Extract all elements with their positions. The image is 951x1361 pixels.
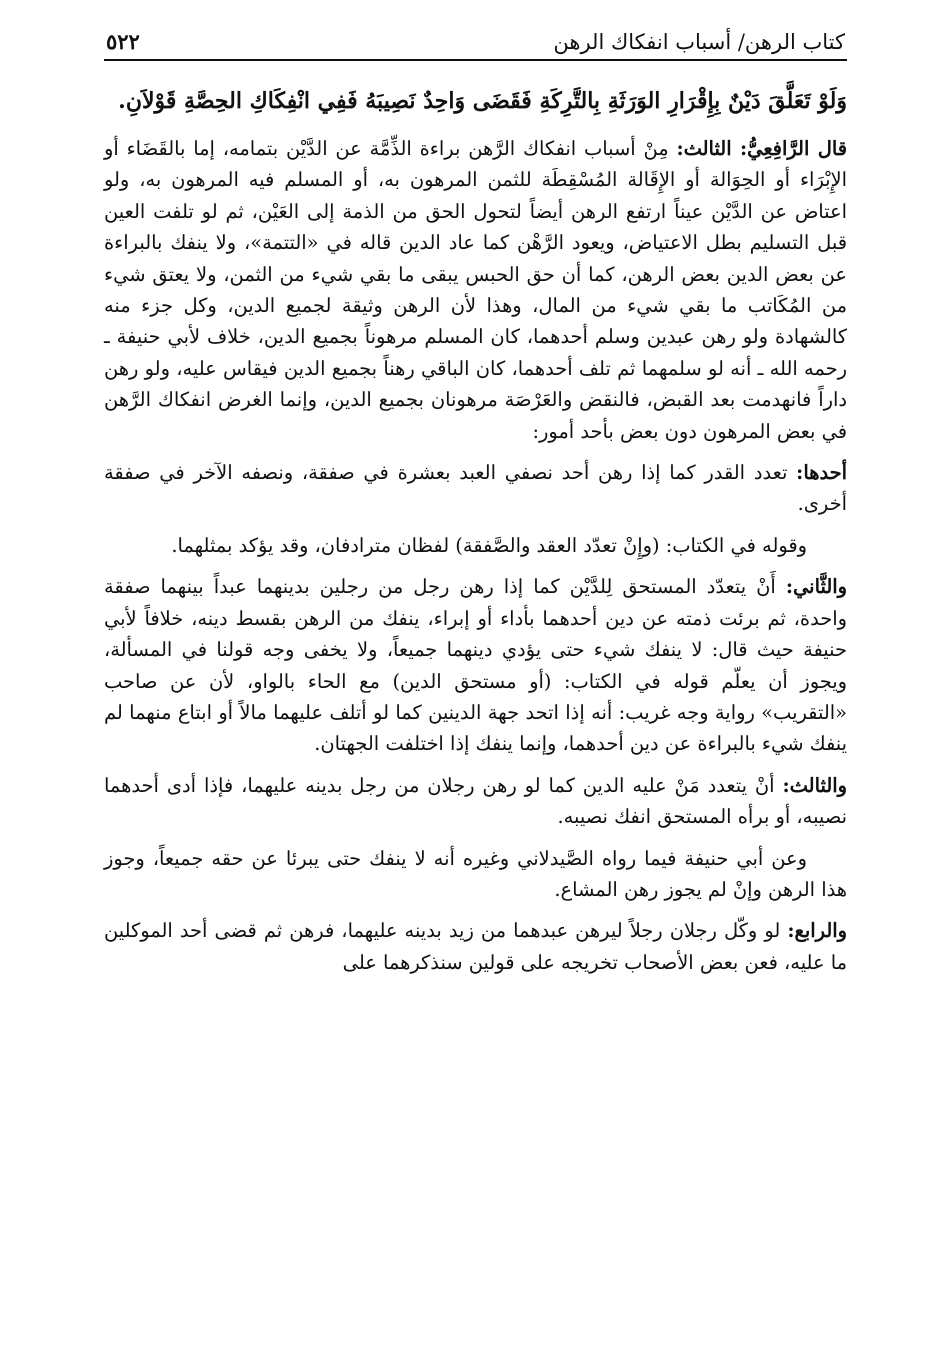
paragraph-7	[104, 915, 847, 978]
paragraph-text: تعدد القدر كما إذا رهن أحد نصفي العبد بعشرة في صفقة، ونصفه الآخر في صفقة أخرى.	[104, 461, 847, 516]
header-title: كتاب الرهن/ أسباب انفكاك الرهن	[553, 30, 845, 54]
paragraph-text: أَنْ يتعدّد المستحق لِلدَّيْن كما إذا رهن رجل من رجلين بدينهما عبداً بينهما صفقة واحدة، ثم برئت ذمته عن دين أحدهما بأداء أو إبراء، ينفك من الرهن بقسط دينه، خلافاً لأبي حنيفة حيث قال: لا ينفك شيء حتى يؤدي دينهما جميعاً، ولا يخفى وجه قولنا في المسألة، ويجوز أن يعلّم قوله في الكتاب: (أو مستحق الدين) مع الحاء بالواو، لأن عن صاحب «التقريب» رواية وجه غريب: أنه إذا اتحد جهة الدينين كما لو أتلف عليهما مالاً أو ابتاع منهما لم ينفك شيء بالبراءة عن دين أحدهما، وإنما ينفك إذا اختلفت الجهتان.	[104, 575, 847, 756]
paragraph-lead: والرابع:	[787, 919, 847, 943]
matn-text: وَلَوْ تَعَلَّقَ دَيْنٌ بِإِقْرَارِ الوَرَثَةِ بِالتَّرِكَةِ فَقَضَى وَاحِدٌ نَصِيبَهُ فَفِي انْفِكَاكِ الحِصَّةِ قَوْلاَنِ.	[118, 88, 847, 114]
paragraph-2	[104, 457, 847, 520]
paragraph-1	[104, 133, 847, 447]
paragraph-text: وعن أبي حنيفة فيما رواه الصَّيدلاني وغيره أنه لا ينفك حتى يبرئا عن حقه جميعاً، وجوز هذا الرهن وإنْ لم يجوز رهن المشاع.	[104, 846, 847, 901]
paragraph-text: لو وكّل رجلان رجلاً ليرهن عبدهما من زيد بدينه عليهما، فرهن ثم قضى أحد الموكلين ما عليه، فعن بعض الأصحاب تخريجه على قولين سنذكرهما على	[104, 919, 847, 974]
paragraph-6	[104, 843, 847, 906]
paragraph-lead: والثَّاني:	[785, 575, 847, 599]
paragraph-lead: والثالث:	[782, 773, 847, 797]
paragraph-3	[104, 530, 847, 561]
paragraph-text: أنْ يتعدد مَنْ عليه الدين كما لو رهن رجلان من رجل بدينه عليهما، فإذا أدى أحدهما نصيبه، أو برأه المستحق انفك نصيبه.	[104, 773, 847, 829]
paragraph-lead: أحدها:	[796, 461, 847, 485]
paragraph-text: وقوله في الكتاب: (وإِنْ تعدّد العقد والصَّفقة) لفظان مترادفان، وقد يؤكد بمثلهما.	[171, 533, 807, 557]
page-number: ٥٢٢	[106, 29, 140, 54]
paragraph-lead: قال الرَّافِعِيُّ: الثالث:	[676, 137, 847, 160]
paragraph-text: مِنْ أسباب انفكاك الرَّهن براءة الذِّمَّة عن الدَّيْن بتمامه، إما بالقَضَاء أو الإِبْرَاء أو الحِوَالة أو الإِقَالة المُسْقِطَة للثمن المرهون به، أو المسلم فيه المرهون به، ولو اعتاض عن الدَّيْن عيناً ارتفع الرهن أيضاً لتحول الحق من الذمة إلى العَيْن، ثم لو تلفت العين قبل التسليم بطل الاعتياض، ويعود الرَّهْن كما عاد الدين قاله في «التتمة»، ولا ينفك بالبراءة عن بعض الدين بعض الرهن، كما أن حق الحبس يبقى ما بقي شيء من الثمن، ولا يعتق شيء من المُكَاتب ما بقي شيء من المال، وهذا لأن الرهن وثيقة لجميع الدين، وكل جزء منه كالشهادة ولو رهن عبدين وسلم أحدهما، كان المسلم مرهوناً بجميع الدين، خلاف لأبي حنيفة ـ رحمه الله ـ أنه لو سلمهما ثم تلف أحدهما، كان الباقي رهناً بجميع الدين فيقاس عليه، ولو رهن داراً فانهدمت بعد القبض، فالنقض والعَرْصَة مرهونان بجميع الدين، وإنما الغرض انفكاك الرَّهن في بعض المرهون دون بعض بأحد أمور:	[104, 137, 847, 443]
paragraph-5	[104, 770, 847, 833]
paragraph-4	[104, 571, 847, 759]
running-header	[104, 28, 847, 61]
